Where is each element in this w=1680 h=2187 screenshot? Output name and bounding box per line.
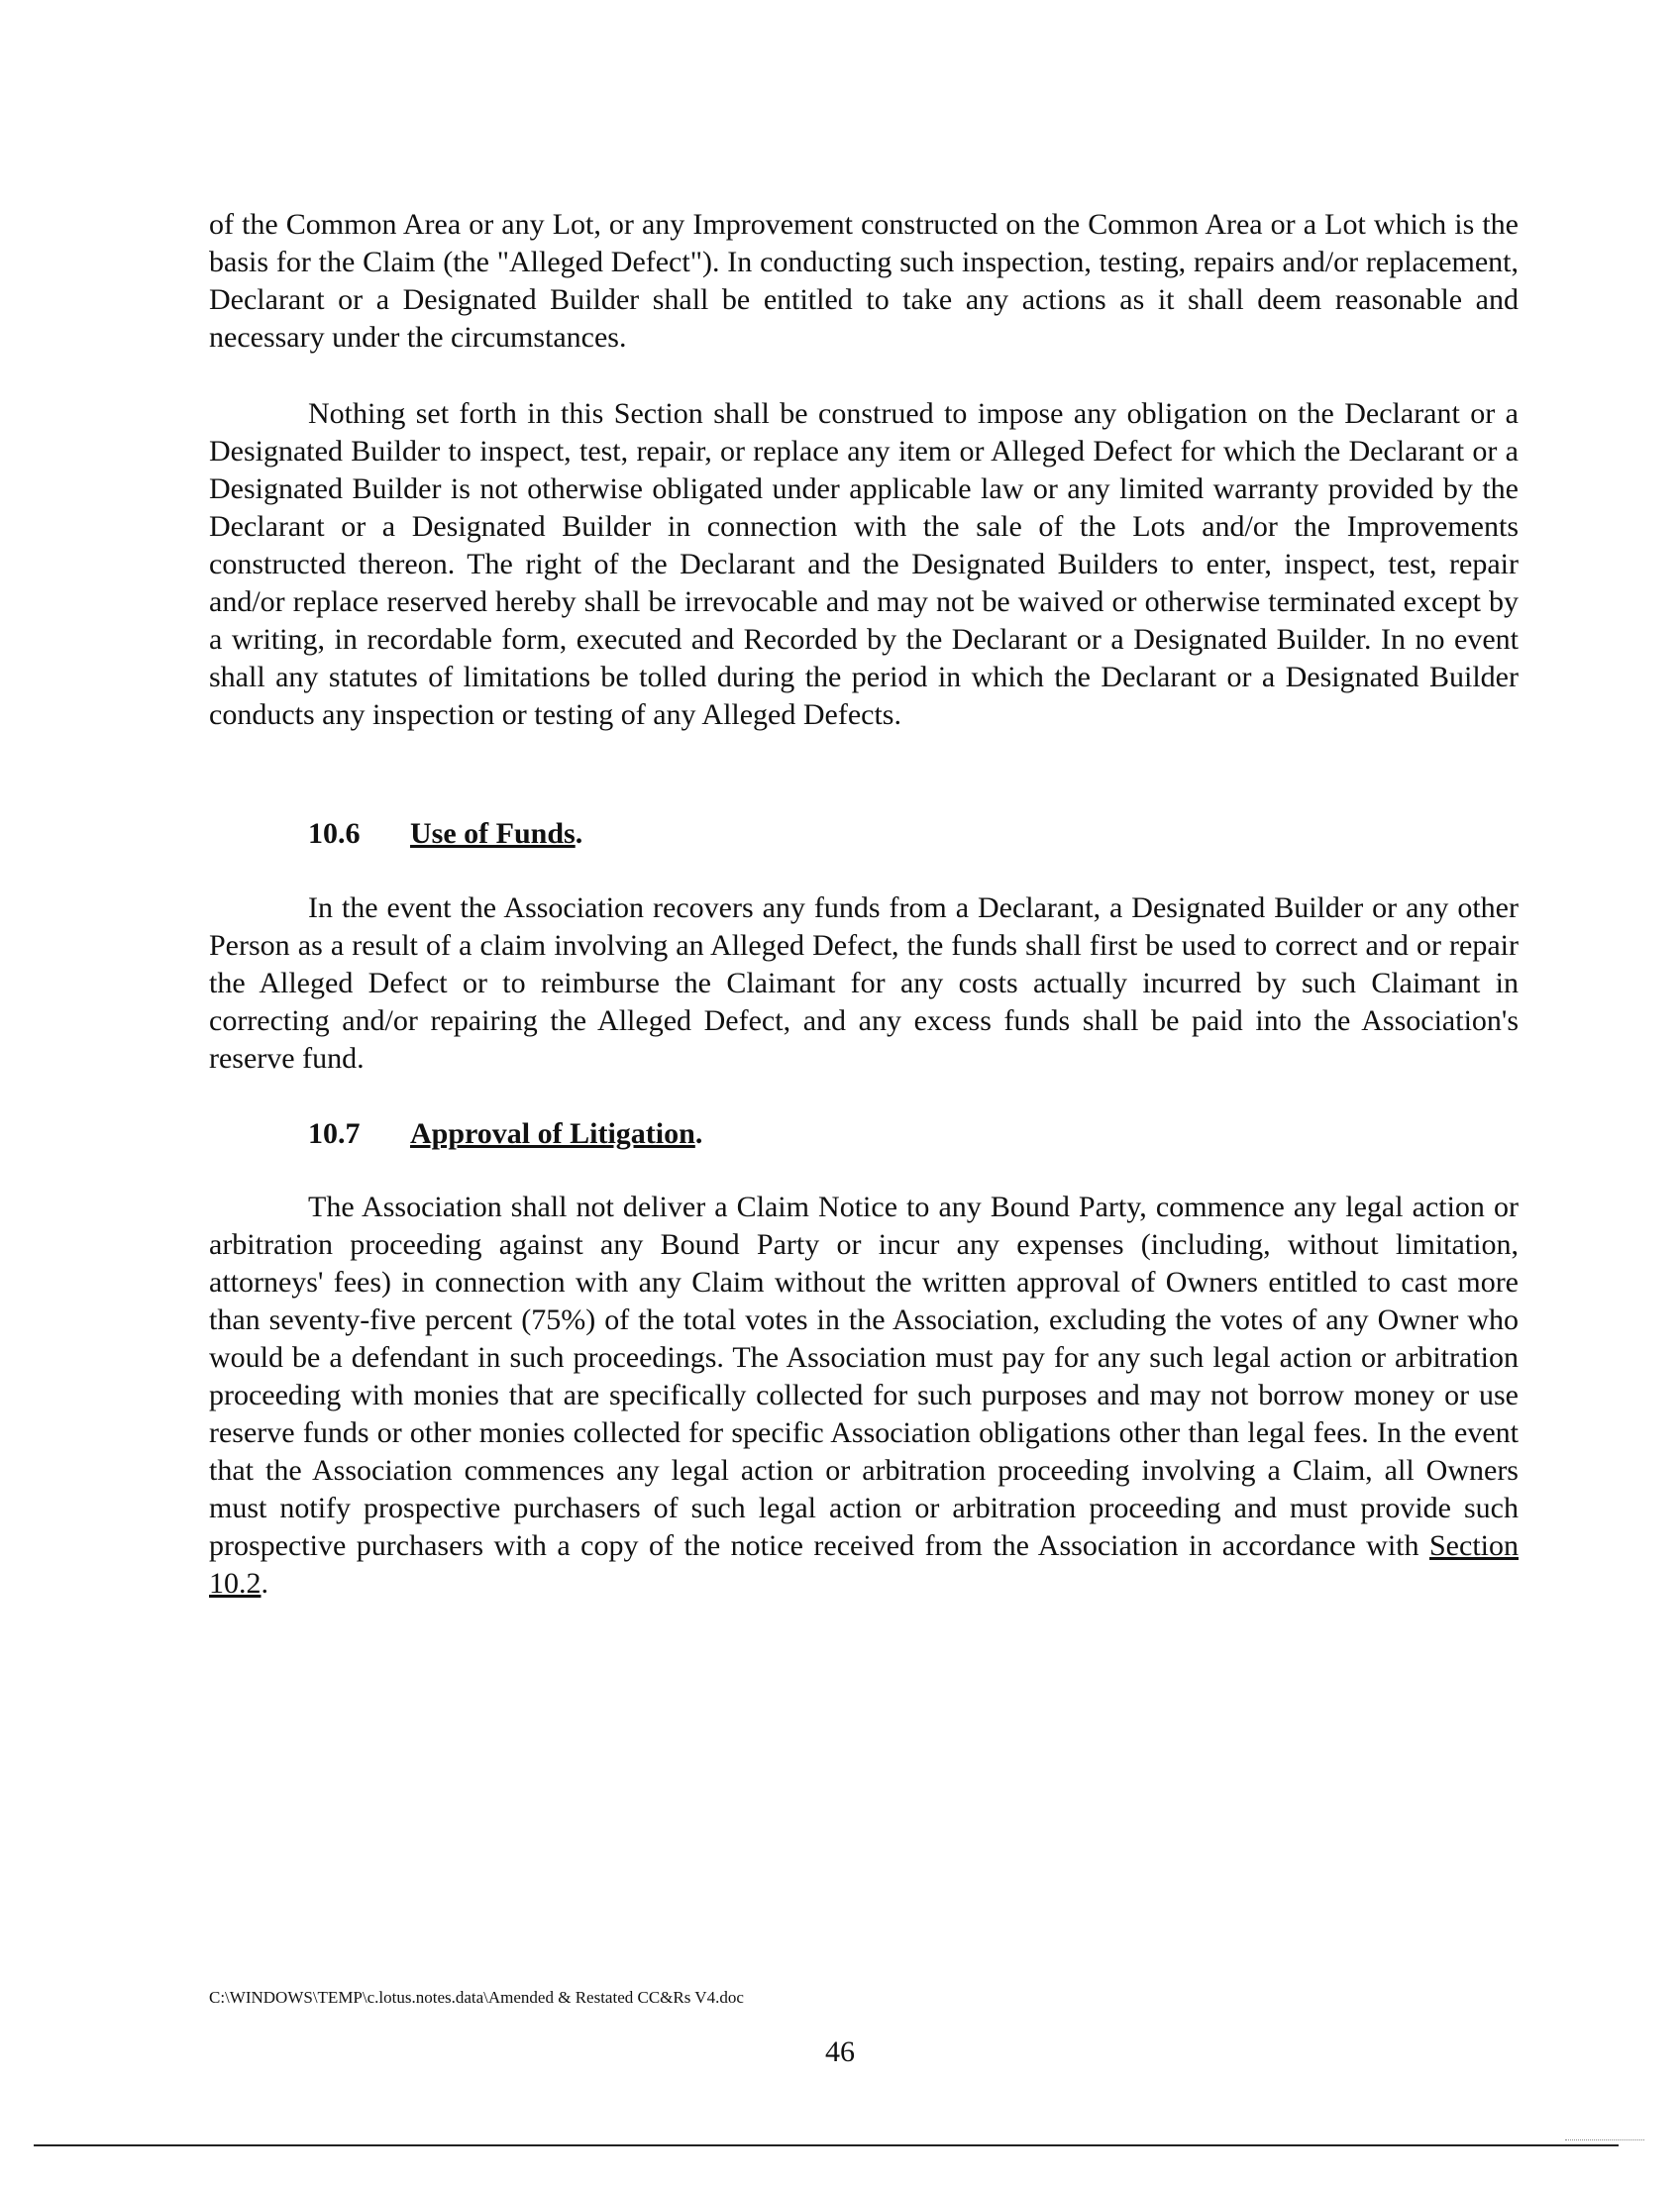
paragraph-alleged-defect-continued: of the Common Area or any Lot, or any Improvement constructed on the Common Area or a Lot which is the basis for the Claim (the "Alleged Defect"). In conducting such inspection, testing, repairs and/or replacement, Declarant or a Designated Builder shall be entitled to take any actions as it shall deem reasonable and necessary under the circumstances.: [209, 208, 1519, 354]
bottom-divider-faint: [1565, 2139, 1644, 2140]
section-heading-10-7: [308, 1115, 702, 1153]
paragraph-text: The Association shall not deliver a Claim Notice to any Bound Party, commence any legal action or arbitration proceeding against any Bound Party or incur any expenses (including, without limitation, attorneys' fees) in connection with any Claim without the written approval of Owners entitled to cast more than seventy-five percent (75%) of the total votes in the Association, excluding the votes of any Owner who would be a defendant in such proceedings. The Association must pay for any such legal action or arbitration proceeding with monies that are specifically collected for such purposes and may not borrow money or use reserve funds or other monies collected for specific Association obligations other than legal fees. In the event that the Association commences any legal action or arbitration proceeding involving a Claim, all Owners must notify prospective purchasers of such legal action or arbitration proceeding and must provide such prospective purchasers with a copy of the notice received from the Association in accordance with: [209, 1191, 1519, 1562]
paragraph-approval-of-litigation: [209, 1189, 1519, 1603]
section-title: Use of Funds: [410, 817, 576, 850]
bottom-divider: [34, 2144, 1619, 2146]
section-number: 10.7: [308, 1117, 361, 1150]
section-reference-link[interactable]: Section 10.2: [209, 1529, 1519, 1600]
paragraph-use-of-funds: In the event the Association recovers any funds from a Declarant, a Designated Builder or any other Person as a result of a claim involving an Alleged Defect, the funds shall first be used to correct and or repair the Alleged Defect or to reimburse the Claimant for any costs actually incurred by such Claimant in correcting and/or repairing the Alleged Defect, and any excess funds shall be paid into the Association's reserve fund.: [209, 891, 1519, 1075]
section-title-period: .: [694, 1117, 703, 1150]
section-number: 10.6: [308, 817, 361, 850]
paragraph-no-obligation: Nothing set forth in this Section shall be construed to impose any obligation on the Declarant or a Designated Builder to inspect, test, repair, or replace any item or Alleged Defect for which the Declarant or a Designated Builder is not otherwise obligated under applicable law or any limited warranty provided by the Declarant or a Designated Builder in connection with the sale of the Lots and/or the Improvements constructed thereon. The right of the Declarant and the Designated Builders to enter, inspect, test, repair and/or replace reserved hereby shall be irrevocable and may not be waived or otherwise terminated except by a writing, in recordable form, executed and Recorded by the Declarant or a Designated Builder. In no event shall any statutes of limitations be tolled during the period in which the Declarant or a Designated Builder conducts any inspection or testing of any Alleged Defects.: [209, 397, 1519, 731]
paragraph-end-period: .: [261, 1567, 268, 1600]
section-heading-10-6: [308, 815, 582, 853]
section-title: Approval of Litigation: [410, 1117, 695, 1150]
page-number: 46: [825, 2035, 855, 2068]
footer-file-path: C:\WINDOWS\TEMP\c.lotus.notes.data\Amended & Restated CC&Rs V4.doc: [209, 1988, 744, 2007]
section-title-period: .: [575, 817, 583, 850]
